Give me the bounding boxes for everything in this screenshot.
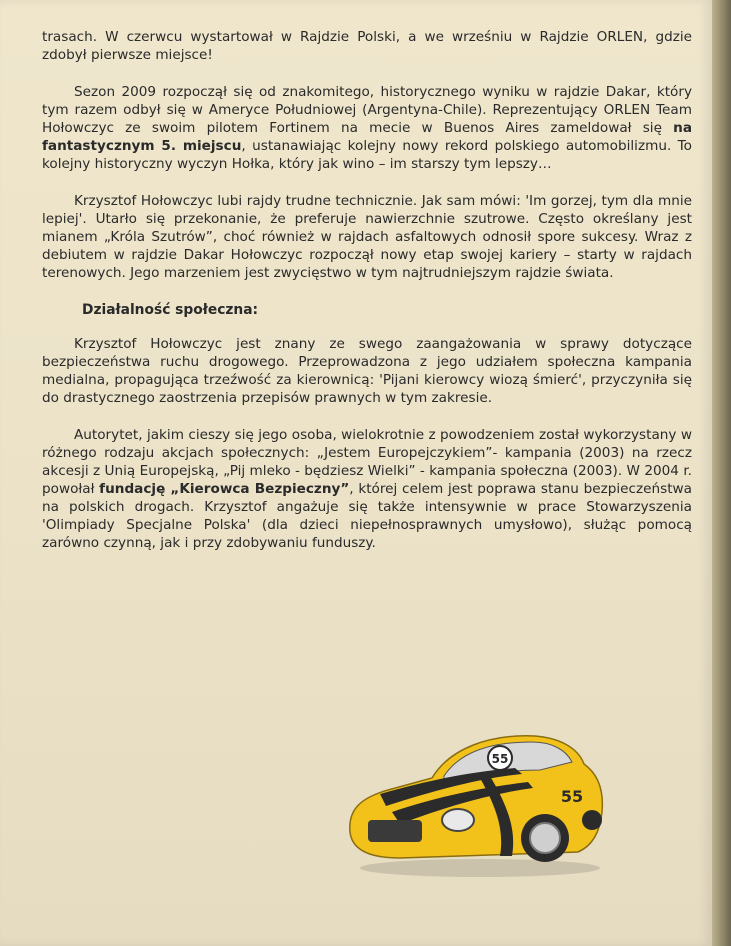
paragraph-social-bold: fundację „Kierowca Bezpieczny” [99, 481, 350, 497]
paragraph-dakar-bold: na fantastycznym 5. miejscu [42, 120, 692, 154]
car-rim [530, 823, 560, 853]
paragraph-social-text-a: Autorytet, jakim cieszy się jego osoba, wielokrotnie z powodzeniem został wykorzystany w różnego rodzaju akcjach społecznych: „Jestem Europejczykiem”- kampania (2003) na rzecz akcesji z Unią Europejską, „Pij mleko - będziesz Wielki” - kampania społeczna (2003). W 2004 r. powołał [42, 427, 692, 497]
paragraph-dakar-text-b: , ustanawiając kolejny nowy rekord polskiego automobilizmu. To kolejny historyczny wyczyn Hołka, który jak wino – im starszy tym lepszy… [42, 138, 692, 172]
paragraph-social-campaigns [42, 426, 692, 552]
car-grille [368, 820, 422, 842]
paragraph-dakar-2009 [42, 83, 692, 173]
paragraph-road-safety: Krzysztof Hołowczyc jest znany ze swego zaangażowania w sprawy dotyczące bezpieczeństwa ruchu drogowego. Przeprowadzona z jego udziałem społeczna kampania medialna, propagująca trzeźwość za kierownicą: 'Pijani kierowcy wiozą śmierć', przyczyniła się do drastycznego zaostrzenia przepisów prawnych w tym zakresie. [42, 336, 692, 406]
paragraph-social-text-b: , której celem jest poprawa stanu bezpieczeństwa na polskich drogach. Krzysztof angażuje się także intensywnie w prace Stowarzyszenia 'Olimpiady Specjalne Polska' (dla dzieci niepełnosprawnych umysłowo), służąc pomocą zarówno czynną, jak i przy zdobywaniu funduszy. [42, 481, 692, 551]
document-text [42, 28, 692, 571]
paragraph-technical-rallies: Krzysztof Hołowczyc lubi rajdy trudne technicznie. Jak sam mówi: 'Im gorzej, tym dla mnie lepiej'. Utarło się przekonanie, że preferuje nawierzchnie szutrowe. Często określany jest mianem „Króla Szutrów”, choć również w rajdach asfaltowych odnosił spore sukcesy. Wraz z debiutem w rajdzie Dakar Hołowczyc rozpoczął nowy etap swojej kariery – starty w rajdach terenowych. Jego marzeniem jest zwycięstwo w tym najtrudniejszym rajdzie świata. [42, 193, 692, 281]
car-door-number: 55 [560, 787, 584, 806]
page-edge [712, 0, 731, 946]
paragraph-continuation: trasach. W czerwcu wystartował w Rajdzie Polski, a we wrześniu w Rajdzie ORLEN, gdzie zdobył pierwsze miejsce! [42, 29, 692, 63]
section-heading: Działalność społeczna: [82, 302, 259, 318]
car-rear-wheel [582, 810, 602, 830]
car-roof-number: 55 [491, 752, 509, 766]
paragraph-dakar-text-a: Sezon 2009 rozpoczął się od znakomitego, historycznego wyniku w rajdzie Dakar, który tym razem odbył się w Ameryce Południowej (Argentyna-Chile). Reprezentujący ORLEN Team Hołowczyc ze swoim pilotem Fortinem na mecie w Buenos Aires zameldował się [42, 84, 692, 136]
race-car-illustration [340, 720, 610, 880]
car-headlight [442, 809, 474, 831]
